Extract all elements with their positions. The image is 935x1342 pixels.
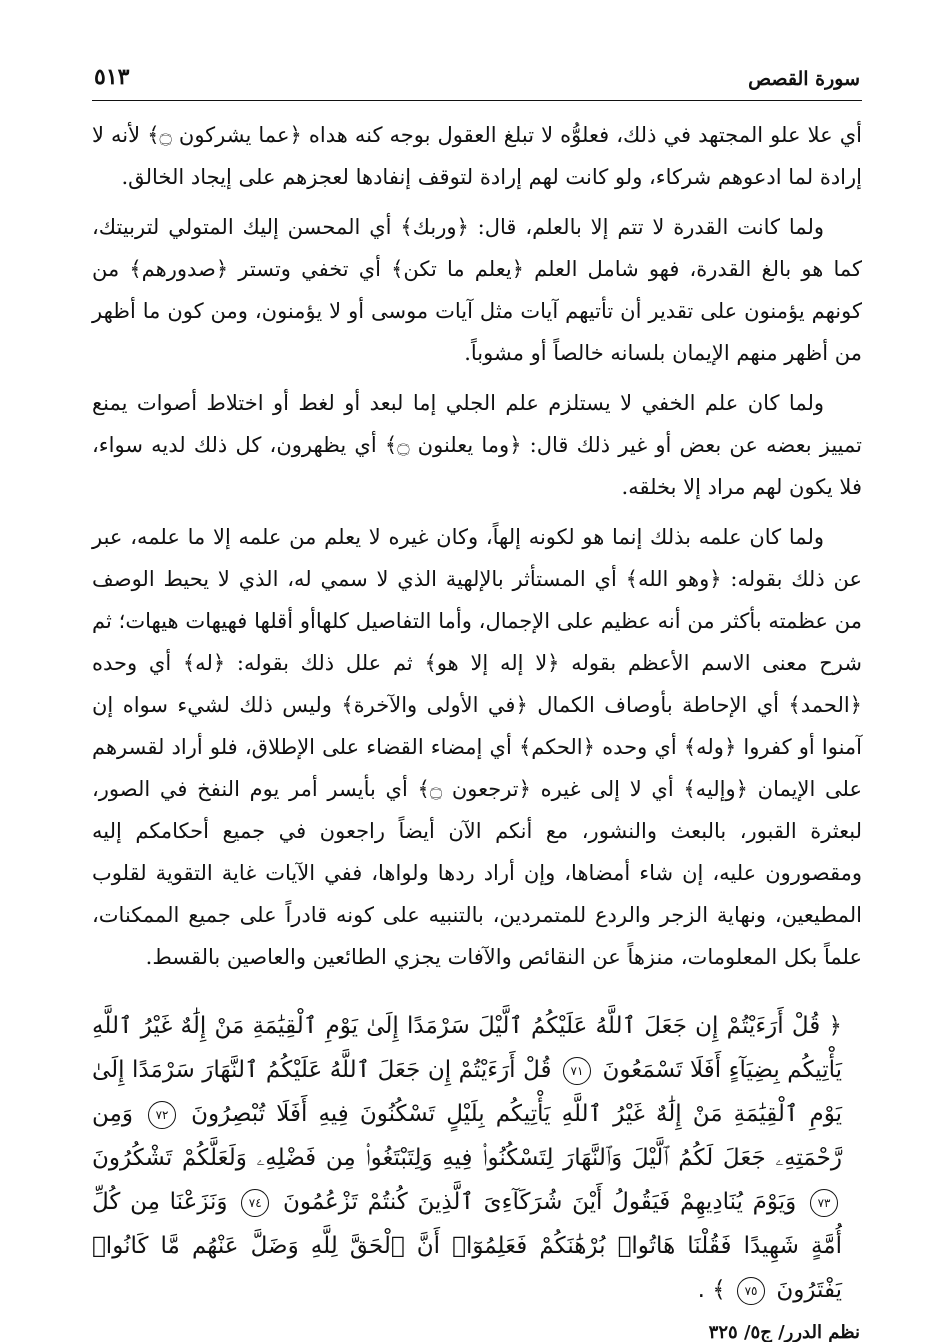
- page-footer: [92, 1318, 862, 1342]
- verse-number-marker: ٧٤: [241, 1189, 269, 1217]
- verse-segment: قُلْ أَرَءَيْتُمْ إِن جَعَلَ ٱللَّهُ عَلَيْكُمُ ٱلَّيْلَ سَرْمَدًا إِلَىٰ يَوْمِ ٱلْقِيَٰمَةِ مَنْ إِلَٰهٌ غَيْرُ ٱللَّهِ يَأْتِيكُم بِضِيَآءٍ أَفَلَا تَسْمَعُونَ: [92, 1013, 843, 1083]
- verse-number-marker: ٧٥: [737, 1277, 765, 1305]
- surah-title: سورة القصص: [748, 68, 860, 90]
- paragraph: ولما كانت القدرة لا تتم إلا بالعلم، قال: ﴿وربك﴾ أي المحسن إليك المتولي لتربيتك، كما هو بالغ القدرة، فهو شامل العلم ﴿يعلم ما تكن﴾ أي تخفي وتستر ﴿صدورهم﴾ من كونهم يؤمنون على تقدير أن تأتيهم آيات مثل آيات موسى أو لا يؤمنون، ومن كون ما أظهر من أظهر منهم الإيمان بلسانه خالصاً أو مشوباً.: [92, 215, 862, 365]
- verse-segment: وَمِن رَّحْمَتِهِۦ جَعَلَ لَكُمُ ٱلَّيْلَ وَٱلنَّهَارَ لِتَسْكُنُوا۟ فِيهِ وَلِتَبْتَغُوا۟ مِن فَضْلِهِۦ وَلَعَلَّكُمْ تَشْكُرُونَ: [92, 1101, 842, 1171]
- quran-verse-block: [92, 1004, 862, 1312]
- verse-segment: وَنَزَعْنَا مِن كُلِّ أُمَّةٍ شَهِيدًا فَقُلْنَا هَاتُوا۟ بُرْهَٰنَكُمْ فَعَلِمُوٓا۟ أَنَّ ٱلْحَقَّ لِلَّهِ وَضَلَّ عَنْهُم مَّا كَانُوا۟ يَفْتَرُونَ: [92, 1189, 842, 1303]
- verse-segment: وَيَوْمَ يُنَادِيهِمْ فَيَقُولُ أَيْنَ شُرَكَآءِىَ ٱلَّذِينَ كُنتُمْ تَزْعُمُونَ: [282, 1189, 797, 1215]
- verse-text: [92, 1004, 862, 1312]
- paragraph: أي علا علو المجتهد في ذلك، فعلوُّه لا تبلغ العقول بوجه كنه هداه ﴿عما يشركون ۝﴾ لأنه لا إرادة لما ادعوهم شركاء، ولو كانت لهم إرادة لتوقف إنفادها لعجزهم على إيجاد الخالق.: [92, 123, 862, 189]
- page-number: ٥١٣: [94, 64, 130, 90]
- verse-final-period: .: [697, 1277, 705, 1303]
- verse-close-bracket: ﴾: [712, 1277, 726, 1303]
- page-header: [92, 56, 862, 101]
- paragraph: ولما كان علمه بذلك إنما هو لكونه إلهاً، وكان غيره لا يعلم من علمه إلا ما علمه، عبر عن ذلك بقوله: ﴿وهو الله﴾ أي المستأثر بالإلهية الذي لا سمي له، الذي لا يحيط الوصف من عظمته بأكثر من أنه عظيم على الإجمال، وأما التفاصيل كلهاأو أقلها فهيهات هيهات؛ ثم شرح معنى الاسم الأعظم بقوله ﴿لا إله إلا هو﴾ ثم علل ذلك بقوله: ﴿له﴾ أي وحده ﴿الحمد﴾ أي الإحاطة بأوصاف الكمال ﴿في الأولى والآخرة﴾ وليس ذلك لشيء سواه إن آمنوا أو كفروا ﴿وله﴾ أي وحده ﴿الحكم﴾ أي إمضاء القضاء على الإطلاق، فلو أراد لقسرهم على الإيمان ﴿وإليه﴾ أي لا إلى غيره ﴿ترجعون ۝﴾ أي بأيسر أمر يوم النفخ في الصور، لبعثرة القبور، بالبعث والنشور، مع أنكم الآن أيضاً راجعون في جميع أحكامكم إليه ومقصورون عليه، إن شاء أمضاها، وإن أراد ردها ولواها، ففي الآيات غاية التقوية لقلوب المطيعين، ونهاية الزجر والردع للمتمردين، بالتنبيه على كونه قادراً على جميع الممكنات، علماً بكل المعلومات، منزهاً عن النقائص والآفات يجزي الطائعين والعاصين بالقسط.: [92, 525, 862, 969]
- verse-open-bracket: ﴿: [828, 1013, 842, 1039]
- commentary-body: [92, 114, 862, 986]
- paragraph: ولما كان علم الخفي لا يستلزم علم الجلي إما لبعد أو لغط أو اختلاط أصوات يمنع تمييز بعضه عن بعض أو غير ذلك قال: ﴿وما يعلنون ۝﴾ أي يظهرون، كل ذلك لديه سواء، فلا يكون لهم مراد إلا بخلقه.: [92, 391, 862, 499]
- verse-number-marker: ٧٣: [810, 1189, 838, 1217]
- footer-reference: نظم الدرر/ ج٥/ ٣٢٥: [708, 1322, 860, 1342]
- verse-number-marker: ٧٢: [148, 1101, 176, 1129]
- verse-number-marker: ٧١: [563, 1057, 591, 1085]
- verse-segment: قُلْ أَرَءَيْتُمْ إِن جَعَلَ ٱللَّهُ عَلَيْكُمُ ٱلنَّهَارَ سَرْمَدًا إِلَىٰ يَوْمِ ٱلْقِيَٰمَةِ مَنْ إِلَٰهٌ غَيْرُ ٱللَّهِ يَأْتِيكُم بِلَيْلٍ تَسْكُنُونَ فِيهِ أَفَلَا تُبْصِرُونَ: [92, 1057, 842, 1127]
